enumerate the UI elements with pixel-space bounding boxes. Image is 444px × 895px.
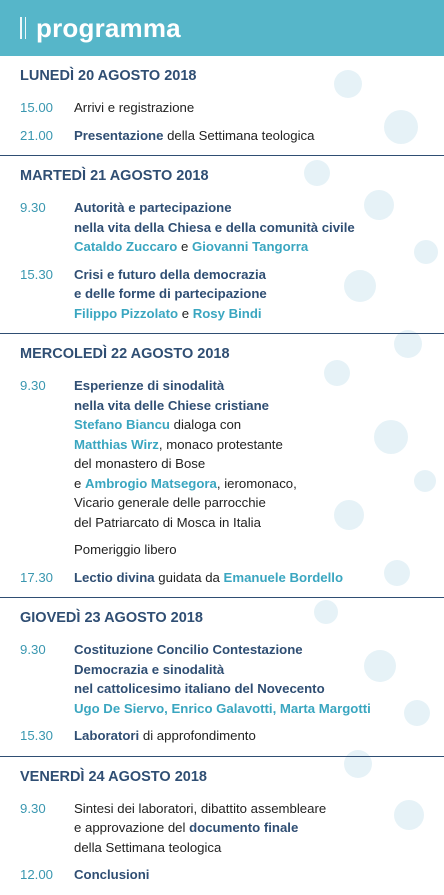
event-desc — [74, 198, 444, 257]
event-item — [0, 198, 444, 257]
event-item — [0, 640, 444, 718]
event-text: guidata da — [154, 569, 224, 585]
event-title: Esperienze di sinodalità — [74, 378, 225, 393]
header-bar — [0, 0, 444, 56]
event-time: 15.30 — [20, 266, 54, 282]
event-time: 15.30 — [20, 728, 54, 743]
day-section — [0, 56, 444, 156]
speaker-name: Matthias Wirz — [74, 436, 159, 452]
event-title: Presentazione — [74, 127, 164, 143]
event-desc — [74, 865, 444, 885]
event-text: della Settimana teologica — [74, 839, 222, 855]
day-section — [0, 156, 444, 334]
event-time: 9.30 — [20, 200, 46, 215]
event-item — [0, 726, 444, 746]
speaker-name: Emanuele Bordello — [223, 569, 343, 585]
day-title: VENERDÌ 24 AGOSTO 2018 — [20, 768, 207, 785]
speaker-names: Ugo De Siervo, Enrico Galavotti, Marta Margotti — [74, 700, 371, 716]
program-content — [0, 56, 444, 895]
event-desc — [74, 265, 444, 324]
day-section — [0, 757, 444, 885]
speaker-name: Ambrogio Matsegora — [85, 475, 217, 491]
event-title: Crisi e futuro della democrazia — [74, 266, 267, 282]
event-item — [0, 799, 444, 858]
event-desc — [74, 799, 444, 858]
day-section — [0, 598, 444, 757]
event-item — [0, 376, 444, 532]
event-time: 12.00 — [20, 867, 54, 882]
connector-text: e — [178, 305, 193, 321]
event-desc — [74, 726, 444, 746]
event-desc — [74, 640, 444, 718]
speaker-name: Giovanni Tangorra — [192, 239, 309, 254]
event-time: 21.00 — [20, 127, 54, 143]
event-item — [0, 568, 444, 588]
event-item — [0, 98, 444, 118]
event-text: e approvazione del — [74, 820, 190, 835]
event-subtitle: nella vita delle Chiese cristiane — [74, 397, 269, 413]
event-desc — [74, 376, 444, 532]
speaker-name: Rosy Bindi — [192, 305, 262, 321]
event-text: Sintesi dei laboratori, dibattito assembleare — [74, 800, 327, 816]
event-text: del monastero di Bose — [74, 456, 206, 471]
event-desc: Pomeriggio libero — [74, 542, 177, 557]
event-time: 9.30 — [20, 800, 46, 816]
event-text: , ieromonaco, — [216, 475, 297, 491]
day-title: MARTEDÌ 21 AGOSTO 2018 — [20, 168, 209, 184]
day-title: LUNEDÌ 20 AGOSTO 2018 — [20, 68, 197, 84]
event-subtitle: Democrazia e sinodalità — [74, 661, 225, 677]
event-title: Autorità e partecipazione — [74, 200, 232, 215]
speaker-name: Cataldo Zuccaro — [74, 239, 178, 254]
event-title: Conclusioni — [74, 867, 150, 882]
event-text: dialoga con — [170, 417, 242, 432]
event-title: Costituzione Concilio Contestazione — [74, 642, 303, 657]
event-text: Vicario generale delle parrocchie — [74, 495, 266, 510]
header-bars-icon — [20, 17, 26, 39]
event-item — [0, 865, 444, 885]
event-time: 17.30 — [20, 569, 54, 585]
event-time: 9.30 — [20, 642, 46, 657]
day-title: GIOVEDÌ 23 AGOSTO 2018 — [20, 610, 203, 626]
speaker-name: Stefano Biancu — [74, 417, 170, 432]
event-title: Laboratori — [74, 728, 140, 743]
event-item — [0, 265, 444, 324]
event-time — [20, 540, 74, 560]
event-item — [0, 126, 444, 146]
day-section — [0, 334, 444, 598]
event-subtitle: e delle forme di partecipazione — [74, 286, 267, 301]
event-desc — [74, 126, 444, 146]
event-text: di approfondimento — [139, 728, 256, 743]
event-time: 15.00 — [20, 100, 54, 115]
event-title: documento finale — [189, 820, 299, 835]
event-text: del Patriarcato di Mosca in Italia — [74, 514, 261, 530]
event-subtitle: nel cattolicesimo italiano del Novecento — [74, 681, 325, 696]
speaker-name: Filippo Pizzolato — [74, 305, 179, 321]
event-title: Lectio divina — [74, 569, 155, 585]
event-desc — [74, 568, 444, 588]
event-time: 9.30 — [20, 378, 46, 393]
event-desc: Arrivi e registrazione — [74, 100, 195, 115]
connector-text: e — [177, 239, 192, 254]
event-text: , monaco protestante — [158, 436, 283, 452]
connector-text: e — [74, 475, 85, 491]
event-text: della Settimana teologica — [163, 127, 315, 143]
day-title: MERCOLEDÌ 22 AGOSTO 2018 — [20, 346, 230, 362]
event-item — [0, 540, 444, 560]
event-subtitle: nella vita della Chiesa e della comunità civile — [74, 219, 355, 235]
page-title: programma — [36, 12, 181, 43]
